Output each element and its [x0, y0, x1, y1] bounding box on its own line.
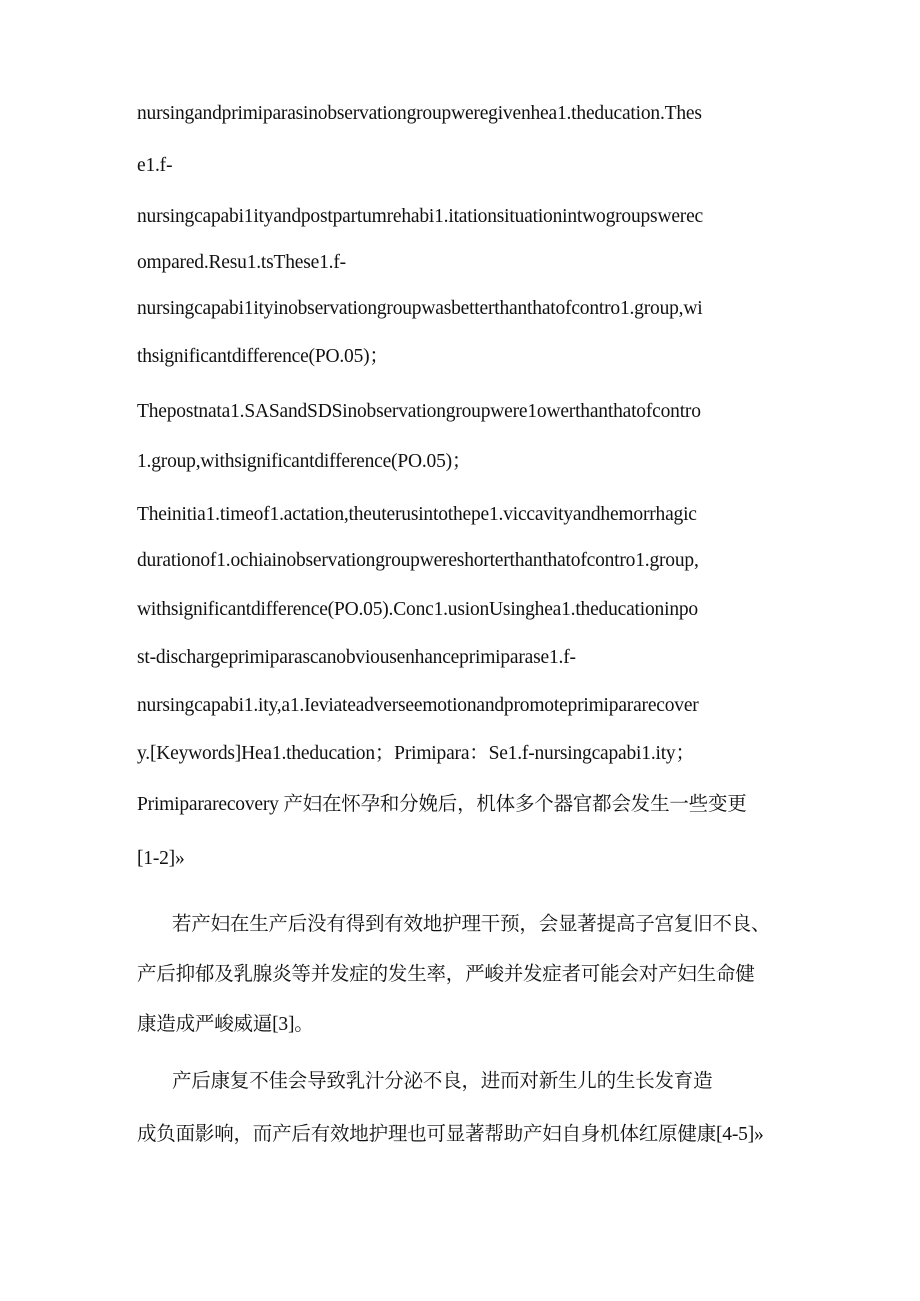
text-line: durationof1.ochiainobservationgroupwereshorterthanthatofcontro1.group,	[137, 550, 699, 571]
text-line: st-dischargeprimiparascanobviousenhanceprimiparase1.f-	[137, 647, 576, 668]
text-line: 1.group,withsignificantdifference(PO.05)；	[137, 451, 472, 472]
text-line: thsignificantdifference(PO.05)；	[137, 346, 389, 367]
text-line: withsignificantdifference(PO.05).Conc1.usionUsinghea1.theducationinpo	[137, 599, 698, 620]
text-line: y.[Keywords]Hea1.theducation；Primipara：Se1.f-nursingcapabi1.ity；	[137, 743, 695, 764]
text-line: nursingcapabi1.ity,a1.Ieviateadverseemotionandpromoteprimipararecover	[137, 695, 699, 716]
text-line: ompared.Resu1.tsThese1.f-	[137, 252, 346, 273]
text-line: 康造成严峻威逼[3]。	[137, 1014, 314, 1035]
text-line: 产后康复不佳会导致乳汁分泌不良，进而对新生儿的生长发育造	[172, 1071, 713, 1092]
text-line: [1-2]»	[137, 848, 185, 869]
text-line: e1.f-	[137, 155, 173, 176]
text-line: Thepostnata1.SASandSDSinobservationgroupwere1owerthanthatofcontro	[137, 401, 701, 422]
text-line: nursingcapabi1ityandpostpartumrehabi1.itationsituationintwogroupswerec	[137, 206, 703, 227]
text-line: Primipararecovery 产妇在怀孕和分娩后，机体多个器官都会发生一些变更	[137, 794, 747, 815]
text-line: 成负面影响，而产后有效地护理也可显著帮助产妇自身机体红原健康[4-5]»	[137, 1124, 764, 1145]
text-line: Theinitia1.timeof1.actation,theuterusintothepe1.viccavityandhemorrhagic	[137, 504, 697, 525]
text-line: nursingandprimiparasinobservationgroupweregivenhea1.theducation.Thes	[137, 103, 702, 124]
text-line: 若产妇在生产后没有得到有效地护理干预，会显著提高子宫复旧不良、	[172, 914, 771, 935]
text-line: 产后抑郁及乳腺炎等并发症的发生率，严峻并发症者可能会对产妇生命健	[137, 964, 755, 985]
text-line: nursingcapabi1ityinobservationgroupwasbetterthanthatofcontro1.group,wi	[137, 298, 703, 319]
